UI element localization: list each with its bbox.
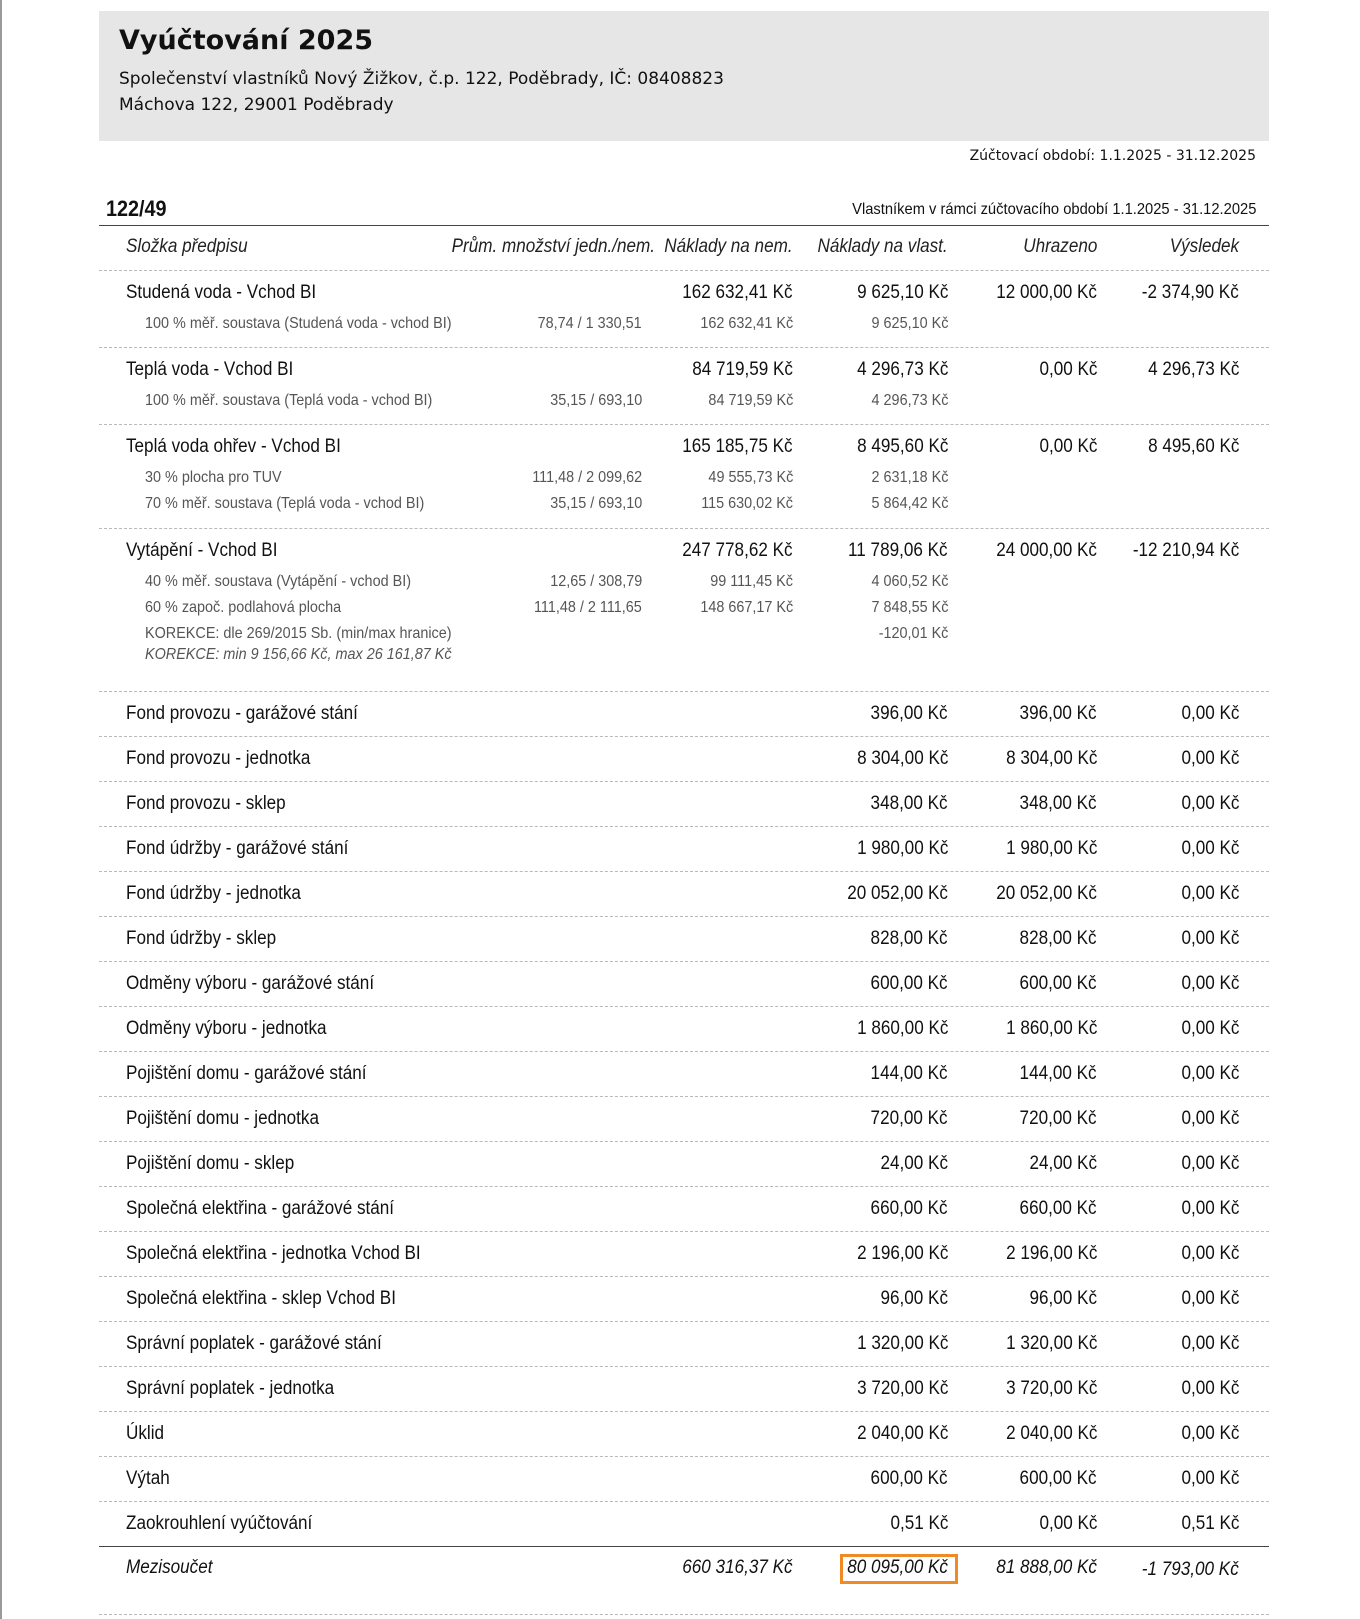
fund-result: 0,00 Kč xyxy=(1181,1333,1239,1354)
fund-row xyxy=(99,1322,1269,1367)
sub-item-qty: 35,15 / 693,10 xyxy=(549,495,642,512)
fund-name: Správní poplatek - jednotka xyxy=(126,1378,335,1399)
correction-label: KOREKCE: dle 269/2015 Sb. (min/max hranice) xyxy=(145,625,452,642)
fund-cost-owner: 20 052,00 Kč xyxy=(847,883,948,904)
cost-group-row xyxy=(99,425,1269,529)
fund-cost-owner: 8 304,00 Kč xyxy=(856,748,948,769)
fund-result: 0,51 Kč xyxy=(1181,1513,1239,1534)
fund-result: 0,00 Kč xyxy=(1181,928,1239,949)
fund-result: 0,00 Kč xyxy=(1181,1198,1239,1219)
fund-paid: 24,00 Kč xyxy=(1029,1153,1097,1174)
fund-result: 0,00 Kč xyxy=(1181,1108,1239,1129)
unit-id: 122/49 xyxy=(106,196,167,221)
fund-row xyxy=(99,1187,1269,1232)
col-header-item: Složka předpisu xyxy=(126,236,248,257)
sub-item-qty: 35,15 / 693,10 xyxy=(549,392,642,409)
fund-result: 0,00 Kč xyxy=(1181,973,1239,994)
fund-paid: 8 304,00 Kč xyxy=(1005,748,1097,769)
sub-item-qty: 12,65 / 308,79 xyxy=(549,573,642,590)
fund-name: Odměny výboru - jednotka xyxy=(126,1018,327,1039)
fund-paid: 600,00 Kč xyxy=(1019,1468,1097,1489)
group-name: Vytápění - Vchod BI xyxy=(126,540,278,561)
correction-cost-owner: -120,01 Kč xyxy=(878,625,948,642)
fund-cost-owner: 600,00 Kč xyxy=(870,973,948,994)
group-paid: 24 000,00 Kč xyxy=(996,540,1097,561)
fund-paid: 1 320,00 Kč xyxy=(1005,1333,1097,1354)
fund-cost-owner: 396,00 Kč xyxy=(870,703,948,724)
col-header-cost-building: Náklady na nem. xyxy=(664,236,793,257)
owner-note: Vlastníkem v rámci zúčtovacího období 1.1.2025 - 31.12.2025 xyxy=(851,201,1256,218)
sub-item-label: 100 % měř. soustava (Teplá voda - vchod BI) xyxy=(145,392,433,409)
group-paid: 12 000,00 Kč xyxy=(996,282,1097,303)
fund-cost-owner: 1 860,00 Kč xyxy=(856,1018,948,1039)
sub-item-cost-building: 148 667,17 Kč xyxy=(700,599,793,616)
fund-paid: 660,00 Kč xyxy=(1019,1198,1097,1219)
fund-result: 0,00 Kč xyxy=(1181,703,1239,724)
billing-table xyxy=(99,226,1269,1547)
fund-row xyxy=(99,782,1269,827)
fund-row xyxy=(99,1097,1269,1142)
fund-row xyxy=(99,872,1269,917)
fund-row xyxy=(99,962,1269,1007)
fund-row xyxy=(99,827,1269,872)
group-paid: 0,00 Kč xyxy=(1039,359,1097,380)
fund-cost-owner: 828,00 Kč xyxy=(870,928,948,949)
fund-name: Správní poplatek - garážové stání xyxy=(126,1333,382,1354)
sub-item-label: 30 % plocha pro TUV xyxy=(145,469,282,486)
sub-item-cost-building: 84 719,59 Kč xyxy=(708,392,793,409)
fund-name: Pojištění domu - sklep xyxy=(126,1153,295,1174)
subtotal-row xyxy=(99,1547,1269,1591)
group-name: Teplá voda - Vchod BI xyxy=(126,359,294,380)
fund-result: 0,00 Kč xyxy=(1181,1243,1239,1264)
fund-cost-owner: 600,00 Kč xyxy=(870,1468,948,1489)
fund-rows xyxy=(99,692,1269,1547)
col-header-result: Výsledek xyxy=(1169,236,1239,257)
group-name: Studená voda - Vchod BI xyxy=(126,282,317,303)
fund-row xyxy=(99,917,1269,962)
group-cost-building: 162 632,41 Kč xyxy=(682,282,793,303)
subtotal-cost-building: 660 316,37 Kč xyxy=(682,1557,793,1578)
sub-item-label: 100 % měř. soustava (Studená voda - vchod BI) xyxy=(145,315,452,332)
group-name: Teplá voda ohřev - Vchod BI xyxy=(126,436,341,457)
table-header-row xyxy=(99,226,1269,271)
fund-row xyxy=(99,1277,1269,1322)
highlight-box xyxy=(840,1554,958,1584)
subtotal-result: -1 793,00 Kč xyxy=(1142,1559,1239,1580)
fund-paid: 348,00 Kč xyxy=(1019,793,1097,814)
fund-name: Fond provozu - garážové stání xyxy=(126,703,358,724)
fund-row xyxy=(99,1457,1269,1502)
fund-row xyxy=(99,1007,1269,1052)
fund-name: Odměny výboru - garážové stání xyxy=(126,973,375,994)
fund-result: 0,00 Kč xyxy=(1181,1378,1239,1399)
sub-item-label: 70 % měř. soustava (Teplá voda - vchod BI) xyxy=(145,495,425,512)
fund-row xyxy=(99,1232,1269,1277)
group-cost-building: 247 778,62 Kč xyxy=(682,540,793,561)
fund-paid: 720,00 Kč xyxy=(1019,1108,1097,1129)
group-result: 4 296,73 Kč xyxy=(1147,359,1239,380)
cost-group-row xyxy=(99,271,1269,348)
fund-name: Fond údržby - garážové stání xyxy=(126,838,349,859)
fund-name: Fond údržby - sklep xyxy=(126,928,277,949)
fund-paid: 3 720,00 Kč xyxy=(1005,1378,1097,1399)
association-address: Máchova 122, 29001 Poděbrady xyxy=(119,95,394,115)
fund-name: Společná elektřina - jednotka Vchod BI xyxy=(126,1243,421,1264)
subtotal-cost-owner: 80 095,00 Kč xyxy=(847,1557,948,1578)
fund-result: 0,00 Kč xyxy=(1181,1288,1239,1309)
fund-cost-owner: 96,00 Kč xyxy=(880,1288,948,1309)
fund-name: Zaokrouhlení vyúčtování xyxy=(126,1513,313,1534)
fund-result: 0,00 Kč xyxy=(1181,883,1239,904)
fund-name: Výtah xyxy=(126,1468,170,1489)
fund-result: 0,00 Kč xyxy=(1181,1423,1239,1444)
fund-name: Fond provozu - jednotka xyxy=(126,748,311,769)
fund-paid: 20 052,00 Kč xyxy=(996,883,1097,904)
billing-period: Zúčtovací období: 1.1.2025 - 31.12.2025 xyxy=(969,148,1256,164)
group-result: -12 210,94 Kč xyxy=(1132,540,1239,561)
sub-item-label: 40 % měř. soustava (Vytápění - vchod BI) xyxy=(145,573,411,590)
fund-row xyxy=(99,1367,1269,1412)
fund-row xyxy=(99,737,1269,782)
table-bottom-rule xyxy=(99,1614,1269,1615)
fund-paid: 1 980,00 Kč xyxy=(1005,838,1097,859)
fund-cost-owner: 2 040,00 Kč xyxy=(856,1423,948,1444)
fund-result: 0,00 Kč xyxy=(1181,1153,1239,1174)
group-cost-owner: 8 495,60 Kč xyxy=(856,436,948,457)
fund-cost-owner: 144,00 Kč xyxy=(870,1063,948,1084)
fund-row xyxy=(99,1142,1269,1187)
fund-cost-owner: 1 980,00 Kč xyxy=(856,838,948,859)
sub-item-cost-building: 99 111,45 Kč xyxy=(710,573,793,590)
fund-paid: 828,00 Kč xyxy=(1019,928,1097,949)
fund-name: Společná elektřina - garážové stání xyxy=(126,1198,395,1219)
fund-result: 0,00 Kč xyxy=(1181,1468,1239,1489)
fund-name: Společná elektřina - sklep Vchod BI xyxy=(126,1288,396,1309)
fund-name: Fond provozu - sklep xyxy=(126,793,286,814)
document-title: Vyúčtování 2025 xyxy=(119,25,374,56)
sub-item-cost-building: 115 630,02 Kč xyxy=(701,495,793,512)
fund-paid: 396,00 Kč xyxy=(1019,703,1097,724)
fund-cost-owner: 348,00 Kč xyxy=(870,793,948,814)
fund-cost-owner: 720,00 Kč xyxy=(870,1108,948,1129)
sub-item-cost-owner: 5 864,42 Kč xyxy=(871,495,948,512)
sub-item-cost-building: 49 555,73 Kč xyxy=(708,469,793,486)
col-header-paid: Uhrazeno xyxy=(1022,236,1097,257)
sub-item-qty: 78,74 / 1 330,51 xyxy=(537,315,642,332)
fund-paid: 144,00 Kč xyxy=(1019,1063,1097,1084)
group-cost-building: 84 719,59 Kč xyxy=(692,359,793,380)
fund-cost-owner: 24,00 Kč xyxy=(880,1153,948,1174)
sub-item-cost-owner: 9 625,10 Kč xyxy=(871,315,948,332)
subtotal-label: Mezisoučet xyxy=(126,1557,213,1578)
group-cost-building: 165 185,75 Kč xyxy=(682,436,793,457)
fund-paid: 2 040,00 Kč xyxy=(1005,1423,1097,1444)
col-header-qty: Prům. množství jedn./nem. xyxy=(451,236,655,257)
association-info: Společenství vlastníků Nový Žižkov, č.p. 122, Poděbrady, IČ: 08408823 xyxy=(119,69,724,89)
page-edge xyxy=(0,0,2,1619)
group-cost-owner: 9 625,10 Kč xyxy=(856,282,948,303)
fund-paid: 2 196,00 Kč xyxy=(1005,1243,1097,1264)
sub-item-label: 60 % započ. podlahová plocha xyxy=(145,599,342,616)
sub-item-cost-owner: 2 631,18 Kč xyxy=(871,469,948,486)
sub-item-cost-owner: 7 848,55 Kč xyxy=(871,599,948,616)
fund-result: 0,00 Kč xyxy=(1181,1063,1239,1084)
fund-paid: 96,00 Kč xyxy=(1029,1288,1097,1309)
fund-paid: 600,00 Kč xyxy=(1019,973,1097,994)
fund-cost-owner: 2 196,00 Kč xyxy=(856,1243,948,1264)
group-result: 8 495,60 Kč xyxy=(1147,436,1239,457)
col-header-cost-owner: Náklady na vlast. xyxy=(817,236,948,257)
group-result: -2 374,90 Kč xyxy=(1142,282,1239,303)
fund-cost-owner: 660,00 Kč xyxy=(870,1198,948,1219)
fund-row xyxy=(99,692,1269,737)
fund-row xyxy=(99,1502,1269,1547)
document-header xyxy=(99,11,1269,141)
sub-item-qty: 111,48 / 2 099,62 xyxy=(532,469,642,486)
fund-result: 0,00 Kč xyxy=(1181,748,1239,769)
sub-item-cost-owner: 4 060,52 Kč xyxy=(871,573,948,590)
group-paid: 0,00 Kč xyxy=(1039,436,1097,457)
sub-item-cost-building: 162 632,41 Kč xyxy=(700,315,793,332)
fund-result: 0,00 Kč xyxy=(1181,1018,1239,1039)
group-cost-owner: 4 296,73 Kč xyxy=(856,359,948,380)
fund-name: Úklid xyxy=(126,1423,165,1444)
cost-group-row xyxy=(99,529,1269,692)
fund-row xyxy=(99,1052,1269,1097)
cost-group-row xyxy=(99,348,1269,425)
subtotal-paid: 81 888,00 Kč xyxy=(996,1557,1097,1578)
correction-note: KOREKCE: min 9 156,66 Kč, max 26 161,87 Kč xyxy=(145,646,452,663)
fund-result: 0,00 Kč xyxy=(1181,838,1239,859)
fund-cost-owner: 1 320,00 Kč xyxy=(856,1333,948,1354)
fund-cost-owner: 3 720,00 Kč xyxy=(856,1378,948,1399)
fund-name: Pojištění domu - garážové stání xyxy=(126,1063,367,1084)
fund-paid: 0,00 Kč xyxy=(1039,1513,1097,1534)
sub-item-cost-owner: 4 296,73 Kč xyxy=(871,392,948,409)
fund-cost-owner: 0,51 Kč xyxy=(890,1513,948,1534)
fund-name: Pojištění domu - jednotka xyxy=(126,1108,319,1129)
fund-name: Fond údržby - jednotka xyxy=(126,883,301,904)
fund-row xyxy=(99,1412,1269,1457)
group-cost-owner: 11 789,06 Kč xyxy=(848,540,948,561)
fund-result: 0,00 Kč xyxy=(1181,793,1239,814)
fund-paid: 1 860,00 Kč xyxy=(1005,1018,1097,1039)
sub-item-qty: 111,48 / 2 111,65 xyxy=(534,599,642,616)
